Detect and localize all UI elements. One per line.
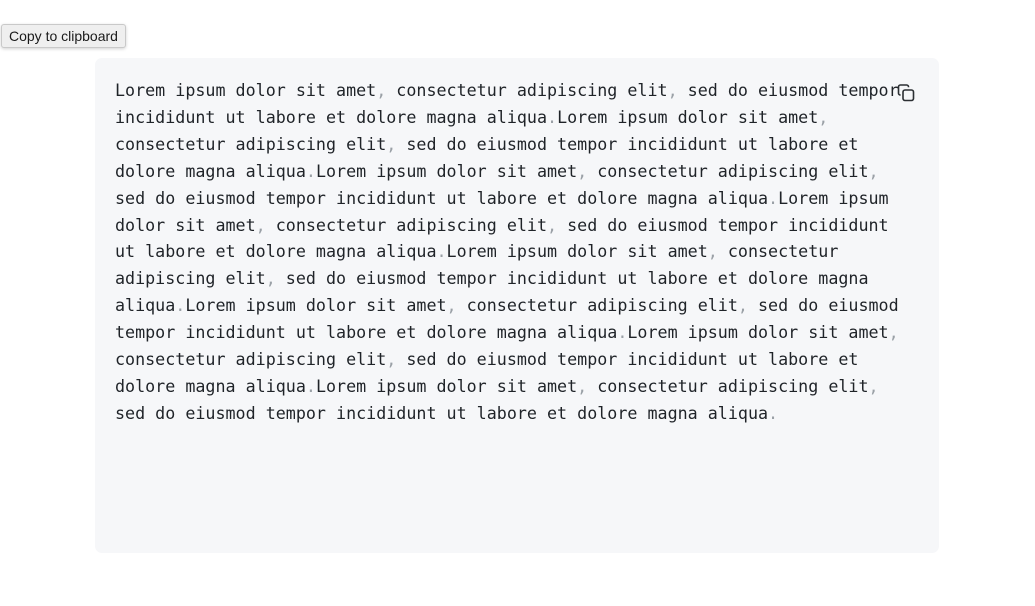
punctuation: . <box>617 322 628 343</box>
punctuation: , <box>737 295 748 316</box>
punctuation: . <box>305 375 316 396</box>
punctuation: , <box>255 214 266 235</box>
code-block <box>95 58 939 553</box>
punctuation: . <box>175 295 186 316</box>
punctuation: , <box>818 106 829 127</box>
punctuation: , <box>376 80 387 100</box>
copy-tooltip: Copy to clipboard <box>1 24 126 48</box>
punctuation: . <box>436 241 447 262</box>
punctuation: . <box>768 402 779 423</box>
punctuation: , <box>265 268 276 289</box>
punctuation: , <box>888 322 899 343</box>
punctuation: , <box>577 160 588 181</box>
copy-icon <box>896 83 916 103</box>
punctuation: . <box>305 160 316 181</box>
punctuation: , <box>707 241 718 262</box>
punctuation: . <box>547 106 558 127</box>
punctuation: , <box>386 133 397 154</box>
copy-to-clipboard-button[interactable] <box>893 80 919 106</box>
punctuation: , <box>868 375 879 396</box>
punctuation: , <box>547 214 558 235</box>
punctuation: , <box>386 349 397 370</box>
punctuation: , <box>446 295 457 316</box>
punctuation: . <box>768 187 779 208</box>
punctuation: , <box>667 80 678 100</box>
punctuation: , <box>868 160 879 181</box>
code-text: Lorem ipsum dolor sit amet, consectetur adipiscing elit, sed do eiusmod tempor incididunt ut labore et dolore magna aliqua.Lorem ipsum dolor sit amet, consectetur adipiscing elit, sed do eiusmod tempor incididunt ut labore et dolore magna aliqua.Lorem ipsum dolor sit amet, consectetur adipiscing elit, sed do eiusmod tempor incididunt ut labore et dolore magna aliqua.Lorem ipsum dolor sit amet, consectetur adipiscing elit, sed do eiusmod tempor incididunt ut labore et dolore magna aliqua.Lorem ipsum dolor sit amet, consectetur adipiscing elit, sed do eiusmod tempor incididunt ut labore et dolore magna aliqua.Lorem ipsum dolor sit amet, consectetur adipiscing elit, sed do eiusmod tempor incididunt ut labore et dolore magna aliqua.Lorem ipsum dolor sit amet, consectetur adipiscing elit, sed do eiusmod tempor incididunt ut labore et dolore magna aliqua.Lorem ipsum dolor sit amet, consectetur adipiscing elit, sed do eiusmod tempor incididunt ut labore et dolore magna aliqua. <box>115 80 899 423</box>
punctuation: , <box>577 375 588 396</box>
